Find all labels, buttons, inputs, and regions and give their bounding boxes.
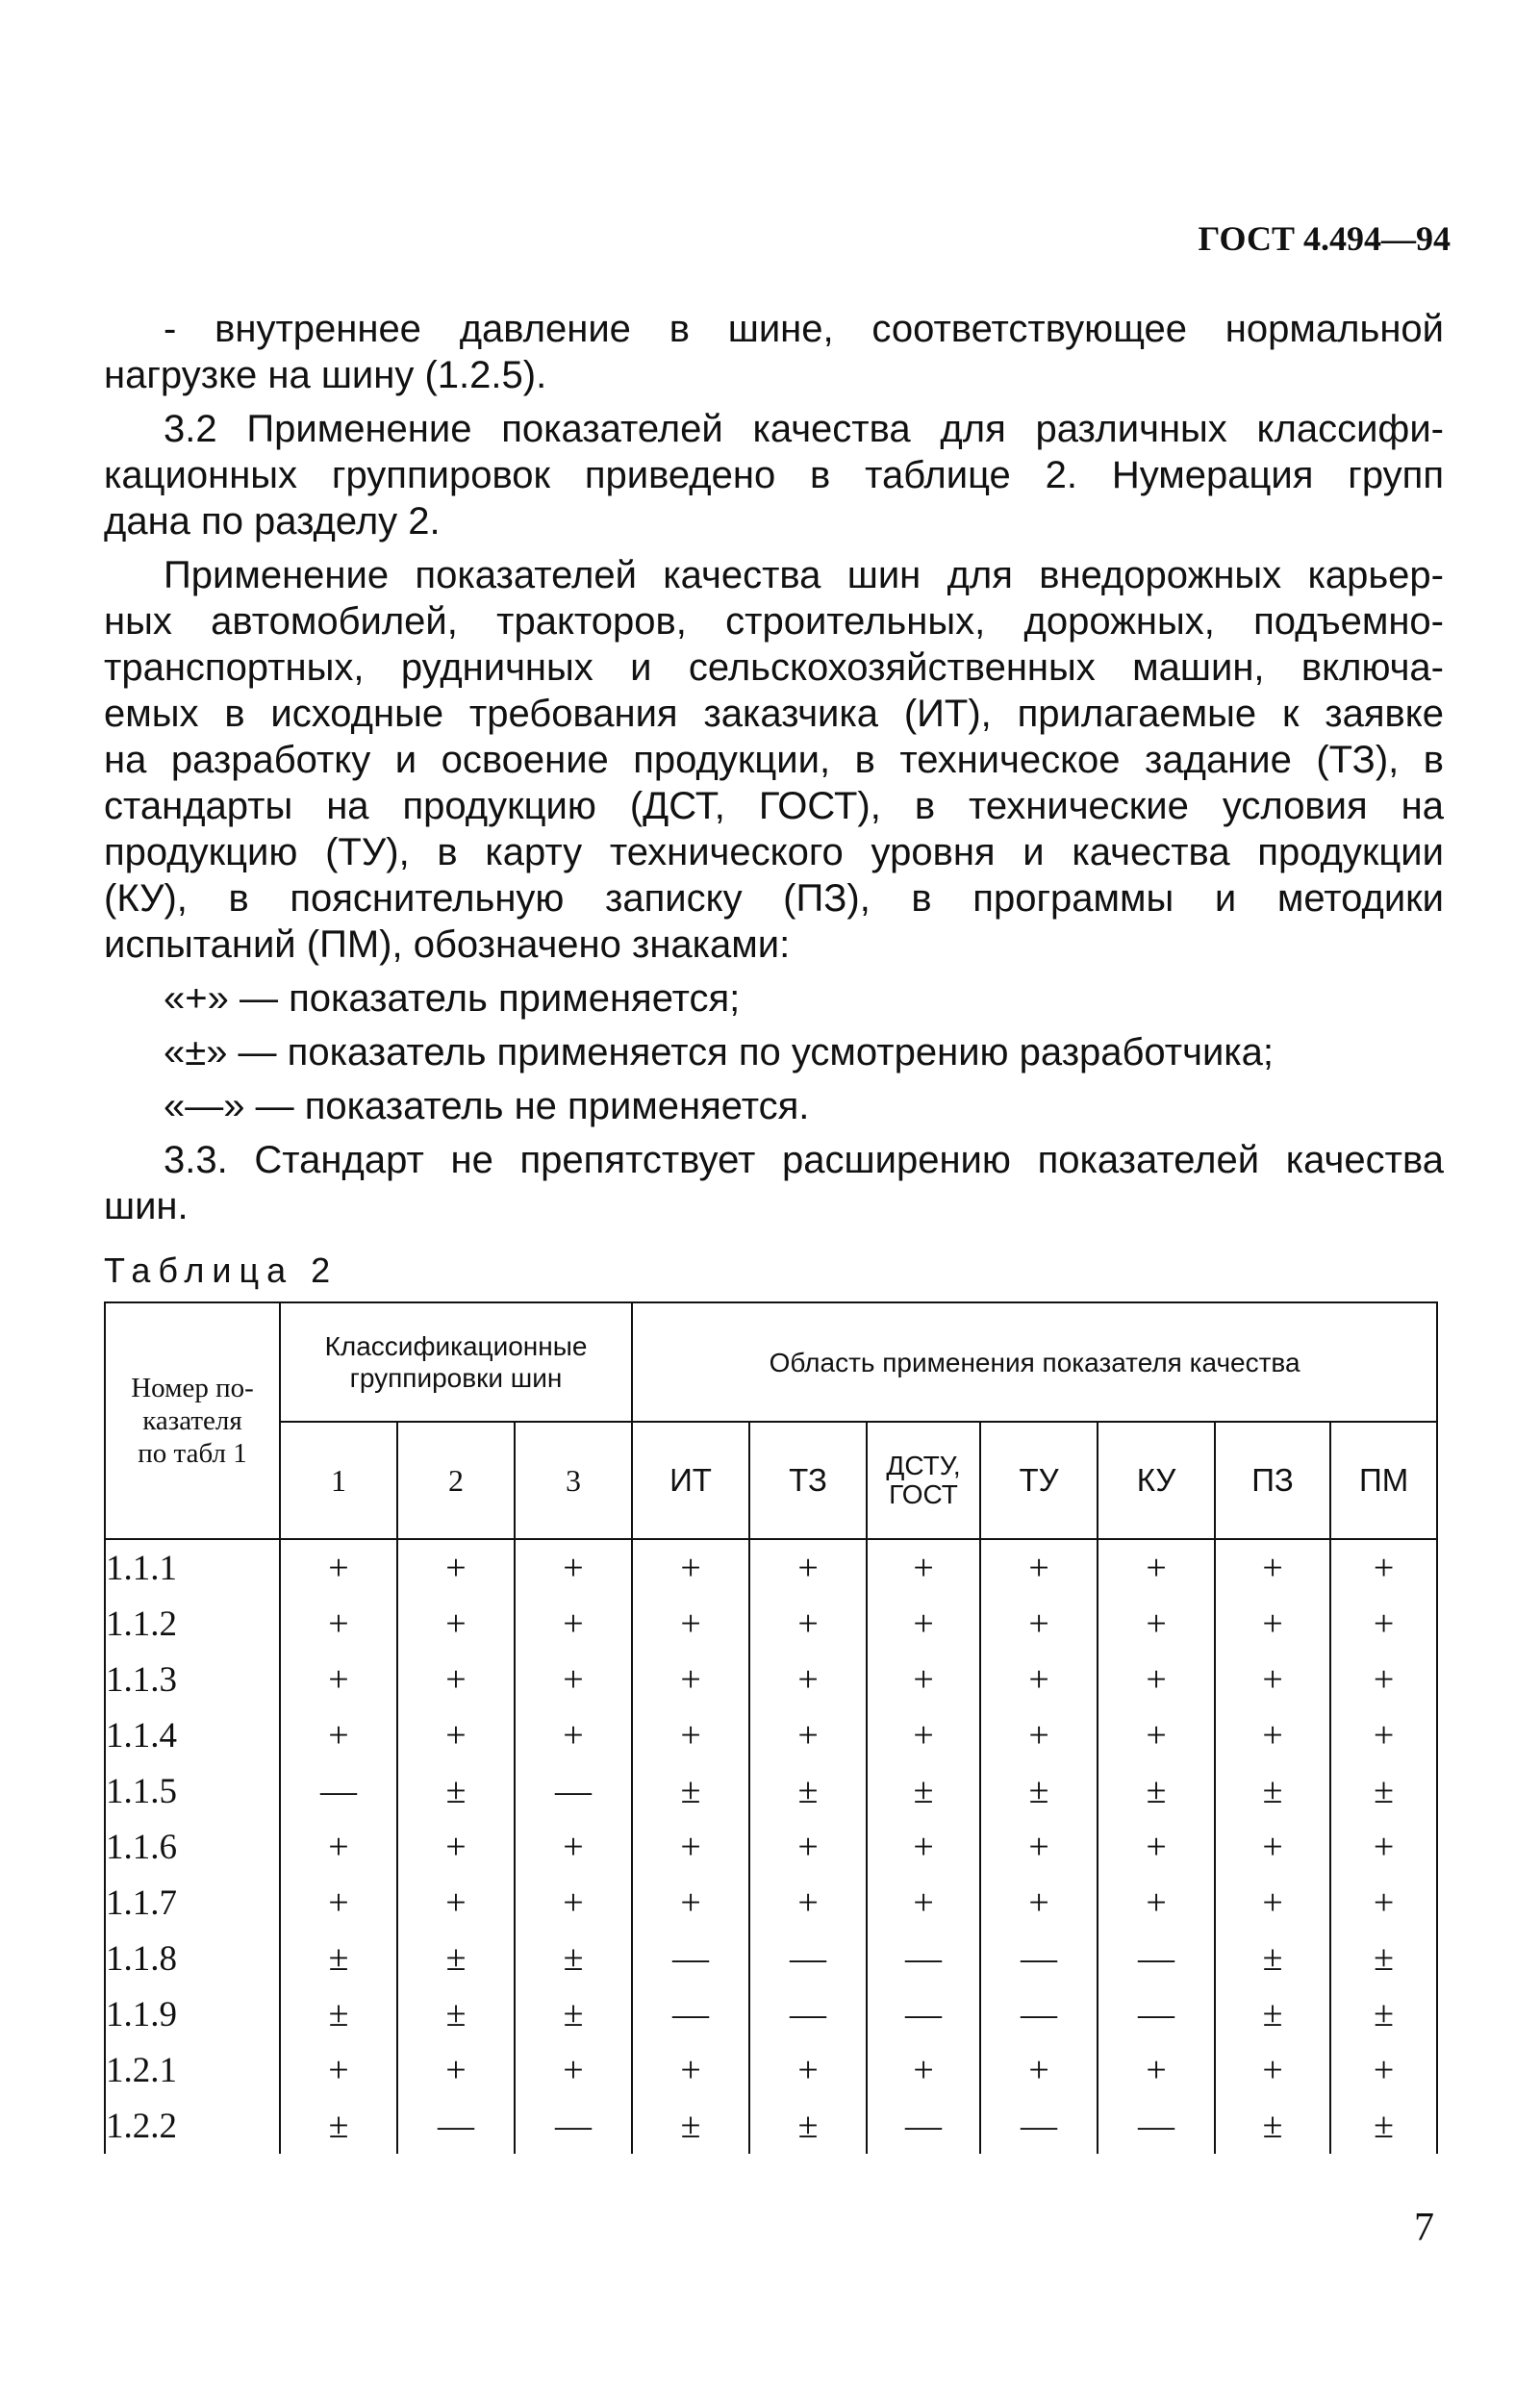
table-cell: +: [632, 1652, 749, 1707]
table-cell: +: [632, 1596, 749, 1652]
paragraph-line: на разработку и освоение продукции, в техническое задание (ТЗ), в: [104, 739, 1444, 781]
column-header-tz: ТЗ: [749, 1422, 867, 1539]
table-cell: +: [632, 1707, 749, 1763]
header-line: Номер по-: [131, 1373, 254, 1403]
table-cell: ±: [1098, 1763, 1215, 1819]
table-cell: +: [280, 1875, 397, 1931]
table-cell: +: [749, 1539, 867, 1596]
table-cell: +: [1098, 1707, 1215, 1763]
table-cell: +: [867, 2042, 980, 2098]
table-cell: +: [749, 1707, 867, 1763]
paragraph-line: стандарты на продукцию (ДСТ, ГОСТ), в технические условия на: [104, 785, 1444, 827]
header-line: группировки шин: [349, 1363, 563, 1393]
paragraph-line: емых в исходные требования заказчика (ИТ), прилагаемые к заявке: [104, 693, 1444, 735]
table-cell: +: [515, 1539, 632, 1596]
paragraph-line: нагрузке на шину (1.2.5).: [104, 354, 547, 396]
paragraph-line: шин.: [104, 1185, 189, 1227]
table-cell: ±: [397, 1986, 515, 2042]
table-cell: ±: [1215, 2098, 1330, 2154]
paragraph-line: 3.3. Стандарт не препятствует расширению показателей качества: [164, 1139, 1444, 1181]
table-cell: —: [280, 1763, 397, 1819]
column-header-pz: ПЗ: [1215, 1422, 1330, 1539]
table-row: [105, 2042, 1437, 2098]
table-cell: +: [980, 1539, 1098, 1596]
table-cell: —: [1098, 1931, 1215, 1986]
header-line: Классификационные: [324, 1331, 588, 1361]
table-cell: +: [749, 1819, 867, 1875]
table-cell: +: [1330, 1819, 1437, 1875]
table-cell: +: [1098, 1539, 1215, 1596]
paragraph-line: 3.2 Применение показателей качества для различных классифи-: [164, 408, 1444, 450]
table-cell: ±: [515, 1986, 632, 2042]
body-text: [104, 306, 1444, 1229]
legend-minus: «—» — показатель не применяется.: [164, 1085, 810, 1127]
table-cell: +: [397, 1819, 515, 1875]
row-indicator-number: 1.2.1: [105, 2042, 280, 2098]
column-header-pm: ПМ: [1330, 1422, 1437, 1539]
table-cell: ±: [515, 1931, 632, 1986]
table-cell: +: [1215, 1707, 1330, 1763]
column-header-tu: ТУ: [980, 1422, 1098, 1539]
header-line: по табл 1: [138, 1438, 247, 1469]
table-cell: ±: [1330, 1986, 1437, 2042]
table-cell: +: [867, 1596, 980, 1652]
table-cell: +: [1215, 1596, 1330, 1652]
table-cell: +: [515, 1596, 632, 1652]
row-indicator-number: 1.1.7: [105, 1875, 280, 1931]
table-cell: ±: [1330, 1763, 1437, 1819]
table-cell: +: [515, 1652, 632, 1707]
row-indicator-number: 1.1.6: [105, 1819, 280, 1875]
application-area-header: Область применения показателя качества: [632, 1302, 1437, 1422]
table-cell: ±: [280, 1986, 397, 2042]
table-cell: +: [1215, 2042, 1330, 2098]
table-row: [105, 1707, 1437, 1763]
table-cell: +: [867, 1652, 980, 1707]
table-cell: ±: [632, 1763, 749, 1819]
row-indicator-number: 1.1.3: [105, 1652, 280, 1707]
table-cell: +: [280, 1652, 397, 1707]
table-row: [105, 1819, 1437, 1875]
row-indicator-number: 1.1.1: [105, 1539, 280, 1596]
table-cell: —: [1098, 2098, 1215, 2154]
table-cell: ±: [1215, 1763, 1330, 1819]
row-indicator-number: 1.1.5: [105, 1763, 280, 1819]
table-cell: +: [1215, 1652, 1330, 1707]
table-cell: +: [980, 1596, 1098, 1652]
table-cell: —: [397, 2098, 515, 2154]
table-cell: +: [1098, 2042, 1215, 2098]
table-cell: ±: [1215, 1931, 1330, 1986]
table-cell: +: [1098, 1819, 1215, 1875]
table-cell: +: [1215, 1819, 1330, 1875]
table-cell: ±: [749, 2098, 867, 2154]
paragraph-line: Применение показателей качества шин для внедорожных карьер-: [164, 554, 1444, 596]
table-cell: +: [1330, 1652, 1437, 1707]
paragraph-line: дана по разделу 2.: [104, 500, 441, 543]
table-cell: +: [280, 1819, 397, 1875]
table-cell: —: [867, 2098, 980, 2154]
table-row: [105, 1763, 1437, 1819]
column-header-group-1: 1: [280, 1422, 397, 1539]
page-number: 7: [1414, 2206, 1434, 2250]
table-cell: +: [632, 1875, 749, 1931]
table-cell: +: [1330, 1539, 1437, 1596]
table-row: [105, 1986, 1437, 2042]
indicator-number-header: [105, 1302, 280, 1539]
document-code-header: ГОСТ 4.494—94: [1198, 219, 1451, 258]
table-cell: +: [980, 2042, 1098, 2098]
table-cell: ±: [867, 1763, 980, 1819]
table-row: [105, 1539, 1437, 1596]
table-cell: +: [397, 1875, 515, 1931]
table-cell: +: [867, 1819, 980, 1875]
table-cell: +: [867, 1875, 980, 1931]
paragraph-line: (КУ), в пояснительную записку (ПЗ), в программы и методики: [104, 877, 1444, 920]
row-indicator-number: 1.1.4: [105, 1707, 280, 1763]
paragraph-line: испытаний (ПМ), обозначено знаками:: [104, 923, 791, 966]
paragraph-line: - внутреннее давление в шине, соответствующее нормальной: [164, 308, 1444, 350]
table-cell: —: [980, 1986, 1098, 2042]
table-cell: +: [1330, 1707, 1437, 1763]
table-cell: +: [632, 1819, 749, 1875]
legend-plus: «+» — показатель применяется;: [164, 977, 741, 1020]
table-cell: ±: [280, 2098, 397, 2154]
table-cell: —: [749, 1986, 867, 2042]
table-cell: ±: [1330, 2098, 1437, 2154]
paragraph-line: ных автомобилей, тракторов, строительных, дорожных, подъемно-: [104, 600, 1444, 643]
table-cell: +: [515, 1875, 632, 1931]
table-cell: —: [867, 1931, 980, 1986]
table-cell: +: [749, 1875, 867, 1931]
table-cell: +: [867, 1707, 980, 1763]
table-row: [105, 1875, 1437, 1931]
table-cell: +: [867, 1539, 980, 1596]
table-cell: +: [397, 1596, 515, 1652]
paragraph-line: транспортных, рудничных и сельскохозяйственных машин, включа-: [104, 646, 1444, 689]
table-cell: +: [1330, 2042, 1437, 2098]
classification-groups-header: [280, 1302, 632, 1422]
header-line: ГОСТ: [889, 1479, 958, 1509]
table-cell: +: [515, 1707, 632, 1763]
row-indicator-number: 1.1.8: [105, 1931, 280, 1986]
row-indicator-number: 1.2.2: [105, 2098, 280, 2154]
table-cell: ±: [749, 1763, 867, 1819]
table-cell: +: [397, 1707, 515, 1763]
table-body: [105, 1539, 1437, 2154]
table-cell: +: [1330, 1875, 1437, 1931]
table-cell: +: [515, 1819, 632, 1875]
table-cell: —: [515, 2098, 632, 2154]
table-cell: +: [280, 2042, 397, 2098]
table-cell: +: [749, 1652, 867, 1707]
table-cell: ±: [980, 1763, 1098, 1819]
table-row: [105, 1652, 1437, 1707]
table-cell: ±: [280, 1931, 397, 1986]
paragraph-line: продукцию (ТУ), в карту технического уровня и качества продукции: [104, 831, 1444, 873]
table-cell: +: [749, 2042, 867, 2098]
table-cell: +: [1330, 1596, 1437, 1652]
legend-plusminus: «±» — показатель применяется по усмотрению разработчика;: [164, 1031, 1275, 1074]
table-cell: +: [280, 1596, 397, 1652]
column-header-group-2: 2: [397, 1422, 515, 1539]
table-cell: +: [1098, 1652, 1215, 1707]
row-indicator-number: 1.1.9: [105, 1986, 280, 2042]
table-row: [105, 2098, 1437, 2154]
table-cell: +: [397, 2042, 515, 2098]
table-cell: +: [980, 1875, 1098, 1931]
table-row: [105, 1931, 1437, 1986]
column-header-dstu-gost: [867, 1422, 980, 1539]
table-cell: +: [280, 1707, 397, 1763]
table-cell: —: [515, 1763, 632, 1819]
table-cell: ±: [1330, 1931, 1437, 1986]
table-cell: +: [397, 1652, 515, 1707]
table-cell: —: [980, 1931, 1098, 1986]
header-line: ДСТУ,: [886, 1451, 961, 1480]
table-cell: +: [397, 1539, 515, 1596]
header-line: казателя: [142, 1405, 242, 1436]
row-indicator-number: 1.1.2: [105, 1596, 280, 1652]
table-cell: +: [1215, 1539, 1330, 1596]
table-caption: Таблица 2: [104, 1251, 339, 1290]
table-row: [105, 1596, 1437, 1652]
table-cell: +: [1098, 1596, 1215, 1652]
table-cell: +: [1215, 1875, 1330, 1931]
table-cell: ±: [397, 1763, 515, 1819]
table-cell: —: [980, 2098, 1098, 2154]
table-cell: +: [632, 2042, 749, 2098]
column-header-ku: КУ: [1098, 1422, 1215, 1539]
table-cell: —: [1098, 1986, 1215, 2042]
table-cell: +: [515, 2042, 632, 2098]
table-cell: —: [632, 1986, 749, 2042]
table-cell: +: [980, 1819, 1098, 1875]
column-header-it: ИТ: [632, 1422, 749, 1539]
table-cell: +: [632, 1539, 749, 1596]
table-cell: ±: [1215, 1986, 1330, 2042]
table-cell: —: [749, 1931, 867, 1986]
table-cell: +: [1098, 1875, 1215, 1931]
paragraph-line: кационных группировок приведено в таблице 2. Нумерация групп: [104, 454, 1444, 496]
table-cell: +: [980, 1707, 1098, 1763]
table-cell: +: [980, 1652, 1098, 1707]
table-cell: ±: [632, 2098, 749, 2154]
table-cell: —: [867, 1986, 980, 2042]
table-cell: +: [280, 1539, 397, 1596]
table-cell: —: [632, 1931, 749, 1986]
table-cell: +: [749, 1596, 867, 1652]
table-cell: ±: [397, 1931, 515, 1986]
column-header-group-3: 3: [515, 1422, 632, 1539]
quality-indicators-table: [104, 1301, 1438, 2154]
